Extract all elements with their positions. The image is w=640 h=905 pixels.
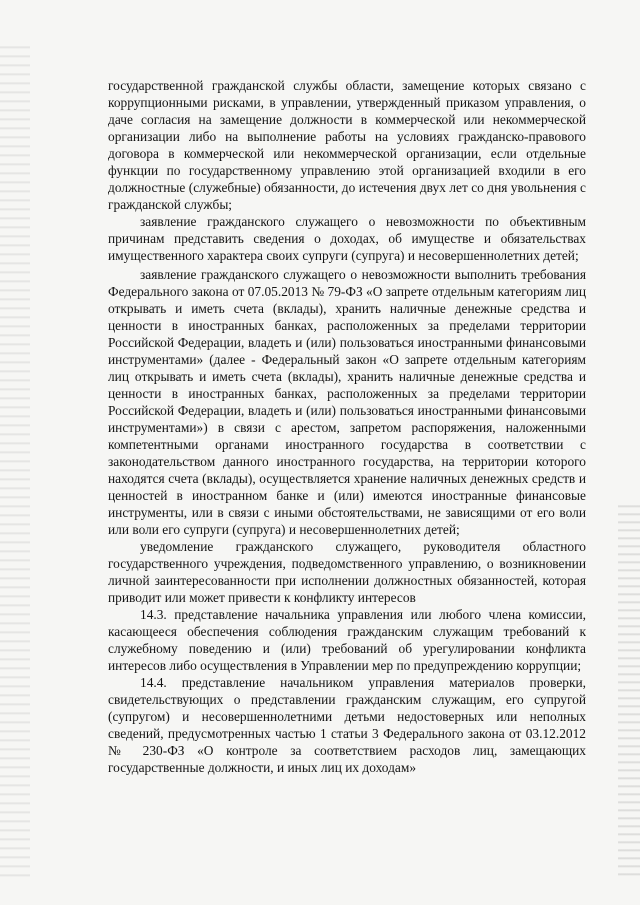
- paragraph-notification-conflict: уведомление гражданского служащего, руководителя областного государственного учреждения, подведомственного управлению, о возникновении личной заинтересованности при исполнении должностных обязанностей, которая приводит или может привести к конфликту интересов: [108, 539, 586, 605]
- paragraph-statement-income: заявление гражданского служащего о невозможности по объективным причинам представить сведения о доходах, об имуществе и обязательствах имущественного характера своих супруги (супруга) и несовершеннолетних детей;: [108, 214, 586, 263]
- paragraph-continuation: государственной гражданской службы области, замещение которых связано с коррупционными рисками, в управлении, утвержденный приказом управления, о даче согласия на замещение должности в коммерческой или некоммерческой организации либо на выполнение работы на условиях гражданско-правового договора в коммерческой или некоммерческой организации, если отдельные функции по государственному управлению этой организацией входили в его должностные (служебные) обязанности, до истечения двух лет со дня увольнения с гражданской службы;: [108, 78, 586, 212]
- document-body: [108, 77, 586, 776]
- paragraph-14-4: 14.4. представление начальником управления материалов проверки, свидетельствующих о представлении гражданским служащим, его супругой (супругом) и несовершеннолетними детьми недостоверных или неполных сведений, предусмотренных частью 1 статьи 3 Федерального закона от 03.12.2012 № 230-ФЗ «О контроле за соответствием расходов лиц, замещающих государственные должности, и иных лиц их доходам»: [108, 675, 586, 775]
- paragraph-14-3: 14.3. представление начальника управления или любого члена комиссии, касающееся обеспечения соблюдения гражданским служащим требований к служебному поведению и (или) требований об урегулировании конфликта интересов либо осуществления в Управлении мер по предупреждению коррупции;: [108, 607, 586, 673]
- scan-edge-left: [0, 40, 30, 880]
- paragraph-statement-foreign-accounts: заявление гражданского служащего о невозможности выполнить требования Федерального закона от 07.05.2013 № 79-ФЗ «О запрете отдельным категориям лиц открывать и иметь счета (вклады), хранить наличные денежные средства и ценности в иностранных банках, расположенных за пределами территории Российской Федерации, владеть и (или) пользоваться иностранными финансовыми инструментами» (далее - Федеральный закон «О запрете отдельным категориям лиц открывать и иметь счета (вклады), хранить наличные денежные средства и ценности в иностранных банках, расположенных за пределами территории Российской Федерации, владеть и (или) пользоваться иностранными финансовыми инструментами») в связи с арестом, запретом распоряжения, наложенными компетентными органами иностранного государства в соответствии с законодательством данного иностранного государства, на территории которого находятся счета (вклады), осуществляется хранение наличных денежных средств и ценностей в иностранном банке и (или) имеются иностранные финансовые инструменты, или в связи с иными обстоятельствами, не зависящими от его воли или воли его супруги (супруга) и несовершеннолетних детей;: [108, 267, 586, 537]
- scan-edge-right: [618, 500, 640, 880]
